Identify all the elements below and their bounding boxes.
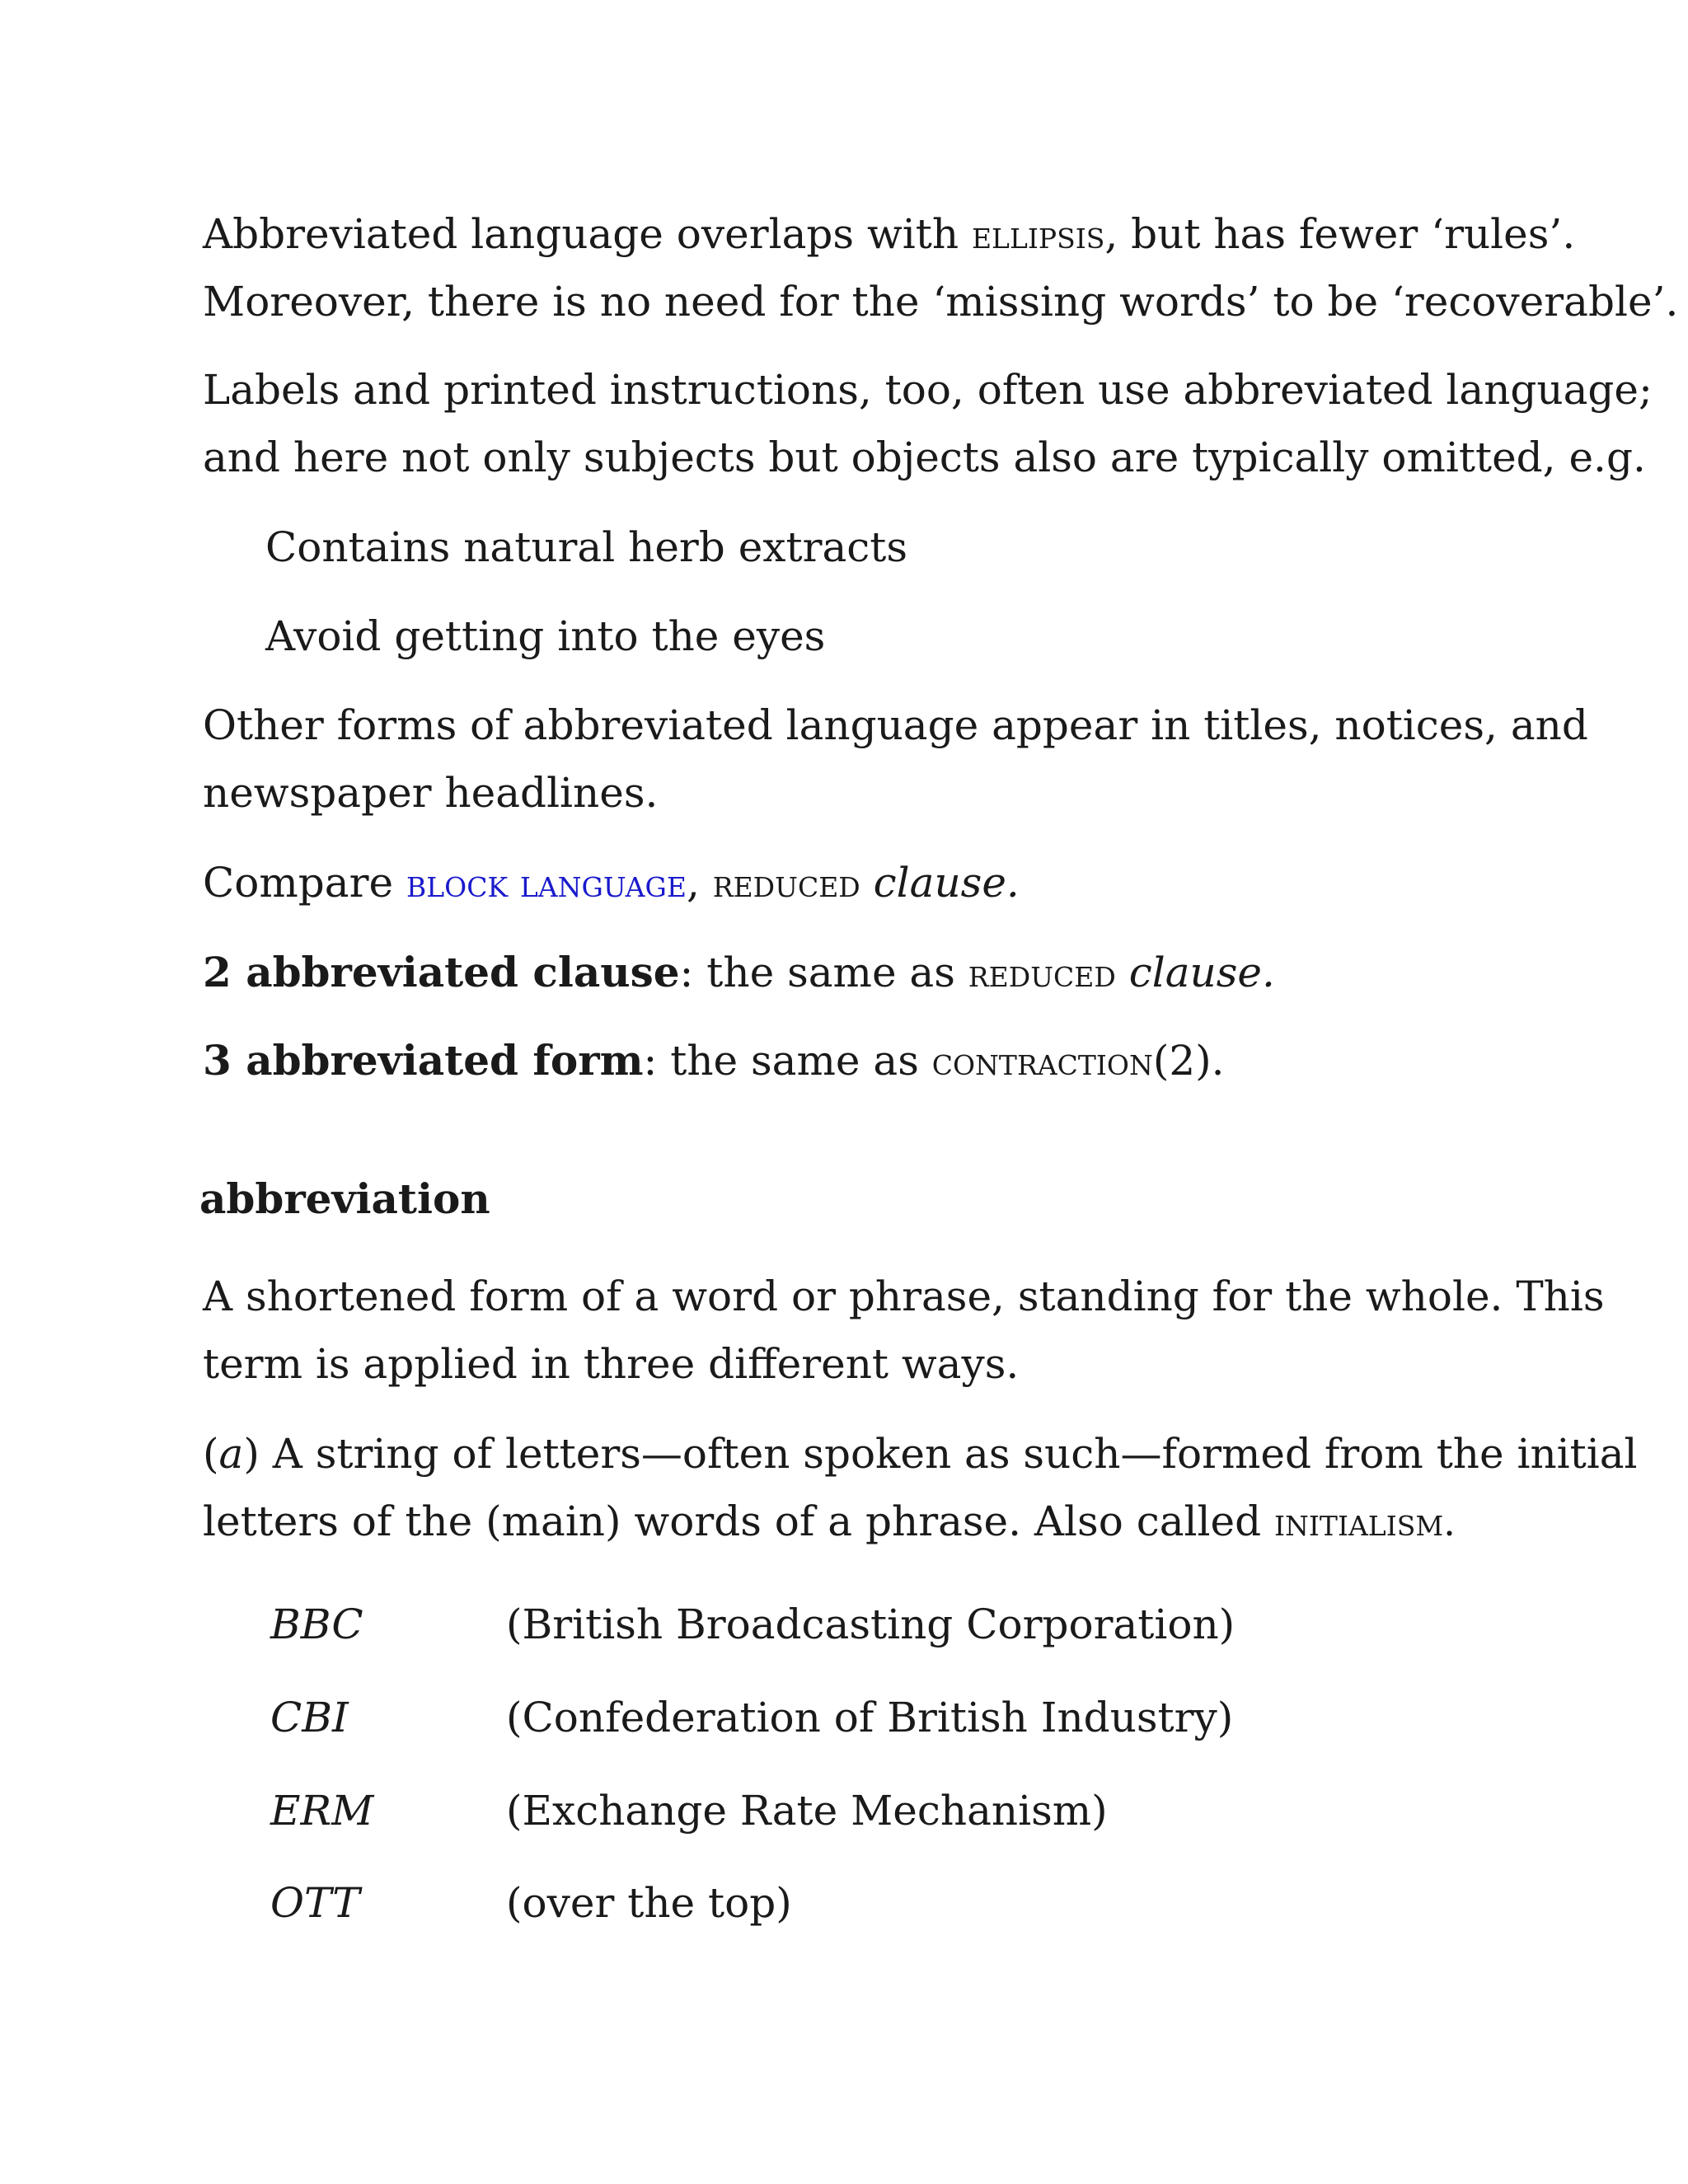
definition-line: term is applied in three different ways. <box>203 1340 1020 1388</box>
sense-a-line <box>203 1420 1638 1488</box>
definition-line: A shortened form of a word or phrase, standing for the whole. This <box>203 1272 1605 1320</box>
abbreviation-meaning: (Exchange Rate Mechanism) <box>506 1787 1108 1835</box>
text: Abbreviated language overlaps with <box>203 210 972 258</box>
paragraph-line: Labels and printed instructions, too, often use abbreviated language; <box>203 366 1653 414</box>
text: , but has fewer ‘rules’. <box>1104 210 1576 258</box>
text: Compare <box>203 859 406 907</box>
cross-reference-reduced: reduced <box>968 951 1116 996</box>
paragraph-ellipsis <box>203 200 1576 269</box>
abbreviation-term: BBC <box>270 1601 363 1648</box>
paragraph-line: Moreover, there is no need for the ‘missing words’ to be ‘recoverable’. <box>203 278 1679 326</box>
sense-heading: 2 abbreviated clause <box>203 948 680 996</box>
sense-a-line <box>203 1488 1522 1557</box>
sense-heading: 3 abbreviated form <box>203 1036 644 1085</box>
paragraph-line: and here not only subjects but objects also are typically omitted, e.g. <box>203 434 1646 481</box>
text: clause. <box>860 859 1020 907</box>
text: : the same as <box>679 949 968 996</box>
abbreviation-term: CBI <box>270 1694 349 1741</box>
paragraph-line: newspaper headlines. <box>203 769 659 817</box>
abbreviation-meaning: (British Broadcasting Corporation) <box>506 1601 1236 1648</box>
compare-line <box>203 849 1522 918</box>
text: ) A string of letters—often spoken as such—formed from the initial <box>243 1430 1638 1478</box>
abbreviation-meaning: (Confederation of British Industry) <box>506 1694 1234 1741</box>
sense-2 <box>203 938 1522 1008</box>
example-label: Avoid getting into the eyes <box>265 612 826 660</box>
sense-3 <box>203 1026 1522 1096</box>
abbreviation-example <box>270 1777 1424 1845</box>
abbreviation-term: ERM <box>270 1787 374 1835</box>
text: ( <box>203 1430 219 1478</box>
sense-letter: a <box>218 1430 244 1478</box>
cross-reference-reduced: reduced <box>712 861 860 906</box>
cross-reference-contraction: contraction <box>931 1039 1153 1084</box>
example-label: Contains natural herb extracts <box>265 523 908 571</box>
abbreviation-example <box>270 1591 1424 1659</box>
text: , <box>686 859 713 907</box>
abbreviation-meaning: (over the top) <box>506 1879 792 1927</box>
text: : the same as <box>643 1037 932 1085</box>
text: letters of the (main) words of a phrase. Also called <box>203 1497 1274 1545</box>
text: clause. <box>1115 949 1275 996</box>
abbreviation-example <box>270 1684 1424 1752</box>
abbreviation-example <box>270 1869 1424 1938</box>
cross-reference-ellipsis: ellipsis <box>971 213 1105 257</box>
text: (2). <box>1152 1037 1225 1085</box>
link-block-language[interactable]: block language <box>406 861 687 906</box>
cross-reference-initialism: initialism. <box>1273 1500 1456 1544</box>
paragraph-line: Other forms of abbreviated language appear in titles, notices, and <box>203 701 1588 749</box>
entry-headword: abbreviation <box>199 1174 490 1223</box>
abbreviation-term: OTT <box>270 1879 360 1927</box>
